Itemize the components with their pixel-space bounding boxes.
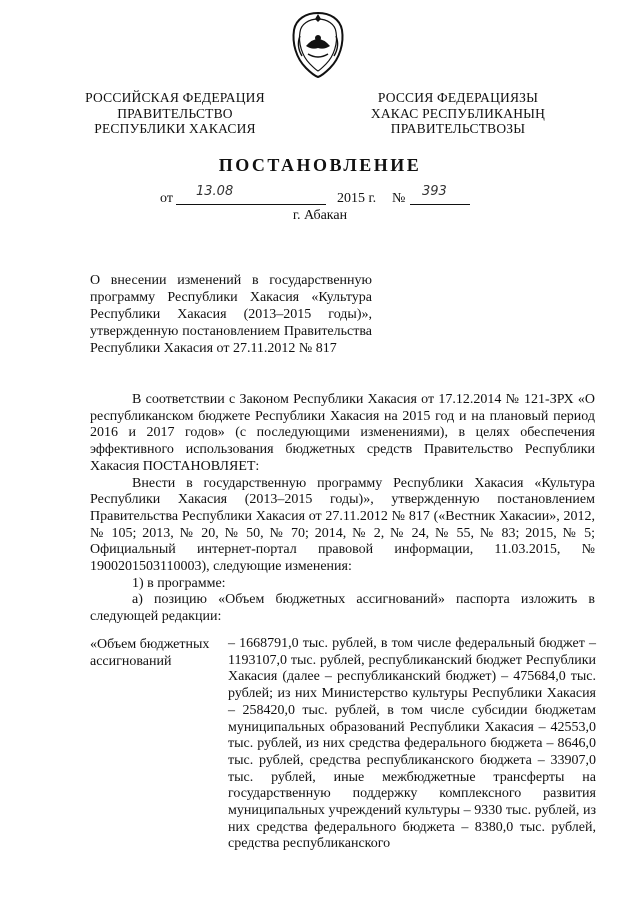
document-subject: О внесении изменений в государственную программу Республики Хакасия «Культура Республики Хакасия (2013–2015 годы)», утвержденную постановлением Правительства Республики Хакасия от 27.11.2012 № 817 — [90, 273, 372, 356]
number-field — [410, 184, 470, 205]
coat-of-arms-emblem — [286, 10, 350, 80]
body-paragraph: а) позицию «Объем бюджетных ассигнований» паспорта изложить в следующей редакции: — [90, 592, 595, 625]
header-left-block — [70, 90, 280, 137]
header-right-line: ХАКАС РЕСПУБЛИКАНЫҢ — [370, 105, 546, 121]
body-paragraph: 1) в программе: — [132, 575, 226, 591]
header-left-line: РЕСПУБЛИКИ ХАКАСИЯ — [94, 121, 256, 136]
number-handwritten: 393 — [422, 184, 447, 199]
number-sign: № — [392, 191, 406, 206]
document-body — [90, 392, 595, 626]
header-right-block — [348, 90, 568, 137]
city-label: г. Абакан — [292, 208, 348, 223]
document-title: ПОСТАНОВЛЕНИЕ — [218, 155, 422, 175]
header-right-line: ПРАВИТЕЛЬСТВОЗЫ — [390, 121, 526, 136]
header-right-line: РОССИЯ ФЕДЕРАЦИЯЗЫ — [377, 90, 539, 105]
header-left-line: ПРАВИТЕЛЬСТВО — [117, 105, 233, 121]
date-field — [176, 184, 326, 205]
table-left-cell: «Объем бюджетных ассигнований — [90, 637, 210, 669]
year-label: 2015 г. — [337, 191, 377, 206]
table-right-cell: – 1668791,0 тыс. рублей, в том числе федеральный бюджет – 1193107,0 тыс. рублей, республиканский бюджет Республики Хакасия (далее – республиканский бюджет) – 475684,0 тыс. рублей; из них Министерство культуры Республики Хакасия – 258420,0 тыс. рублей, в том числе субсидии бюджетам муниципальных образований Республики Хакасия – 42553,0 тыс. рублей, из них средства федерального бюджета – 8646,0 тыс. рублей, средства республиканского бюджета – 33907,0 тыс. рублей, иные межбюджетные трансферты на государственную поддержку комплексного развития муниципальных учреждений культуры – 9330 тыс. рублей, из них средства федерального бюджета – 8380,0 тыс. рублей, средства республиканского — [228, 636, 596, 852]
body-paragraph: Внести в государственную программу Республики Хакасия «Культура Республики Хакасия (2013–2015 годы)», утвержденную постановлением Правительства Республики Хакасия от 27.11.2012 № 817 («Вестник Хакасии», 2012, № 105; 2013, № 20, № 50, № 70; 2014, № 2, № 24, № 55, № 83; 2015, № 5; Официальный интернет-портал правовой информации, 11.03.2015, № 1900201503110003), следующие изменения: — [90, 475, 595, 575]
date-prefix: от — [160, 191, 173, 206]
body-paragraph: В соответствии с Законом Республики Хакасия от 17.12.2014 № 121-ЗРХ «О республиканском бюджете Республики Хакасия на 2015 год и на плановый период 2016 и 2017 годов» (с последующими изменениями), в целях обеспечения эффективного использования бюджетных средств Правительство Республики Хакасия ПОСТАНОВЛЯЕТ: — [90, 392, 595, 474]
date-handwritten: 13.08 — [196, 184, 234, 199]
header-left-line: РОССИЙСКАЯ ФЕДЕРАЦИЯ — [85, 90, 265, 105]
